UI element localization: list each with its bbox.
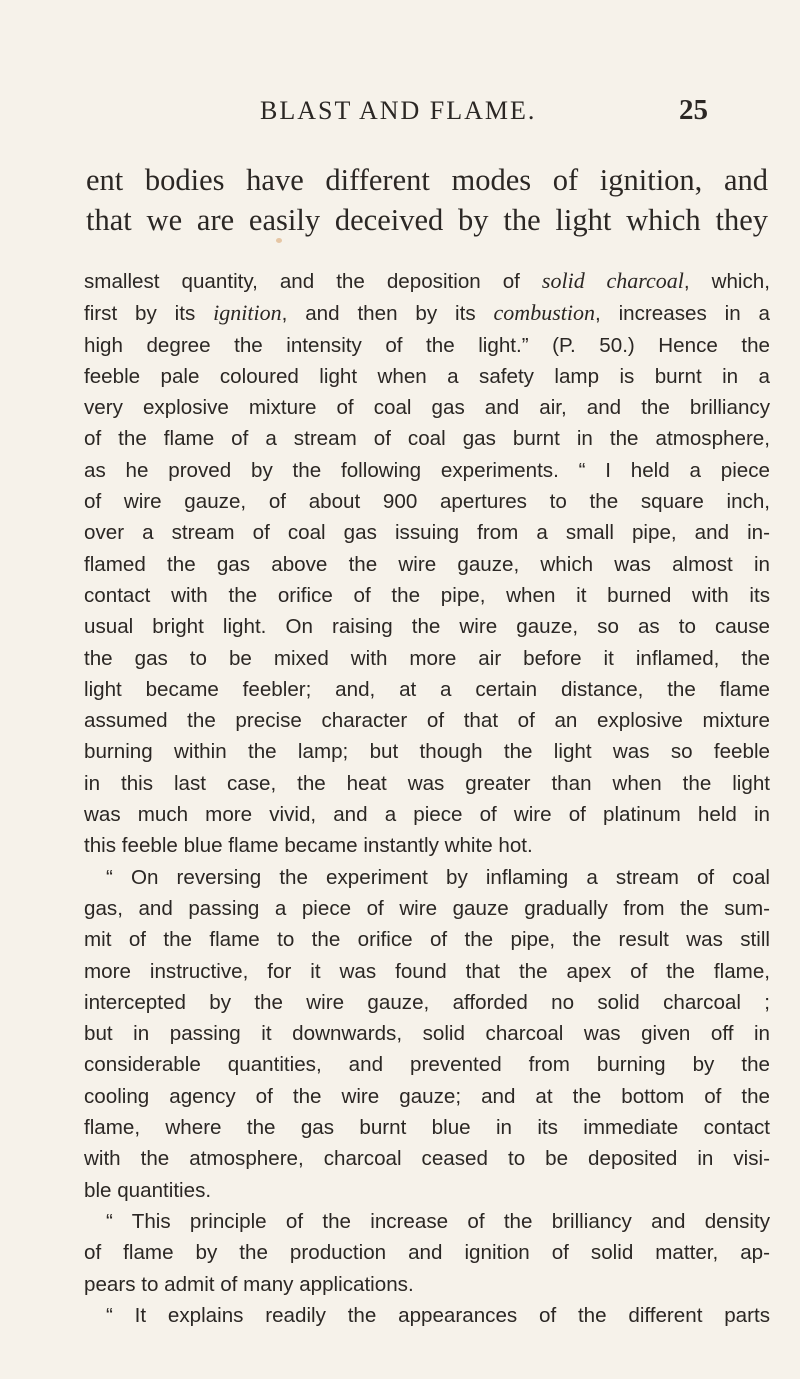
text-run: first by its xyxy=(84,302,196,326)
text-line: flamed the gas above the wire gauze, which was almost in xyxy=(84,552,770,576)
paper-speck xyxy=(276,238,282,243)
text-line: but in passing it downwards, solid charcoal was given off in xyxy=(84,1022,770,1046)
text-line: usual bright light. On raising the wire gauze, so as to cause xyxy=(84,615,770,639)
text-line xyxy=(84,265,770,297)
text-line: contact with the orifice of the pipe, when it burned with its xyxy=(84,583,770,607)
text-line: intercepted by the wire gauze, afforded no solid charcoal ; xyxy=(84,990,770,1014)
lead-paragraph xyxy=(86,160,768,240)
text-line: “ It explains readily the appearances of the different parts xyxy=(106,1303,770,1327)
text-line: with the atmosphere, charcoal ceased to be deposited in visi- xyxy=(84,1147,770,1171)
text-line: of wire gauze, of about 900 apertures to the square inch, xyxy=(84,490,770,514)
text-line: cooling agency of the wire gauze; and at the bottom of the xyxy=(84,1084,770,1108)
text-line xyxy=(84,297,770,329)
italic-run: solid charcoal xyxy=(541,268,684,293)
text-line: this feeble blue flame became instantly white hot. xyxy=(84,834,533,858)
text-run: smallest quantity, and the deposition of xyxy=(84,270,520,293)
text-run: , which, xyxy=(683,270,770,293)
text-line: pears to admit of many applications. xyxy=(84,1272,414,1296)
text-line: “ This principle of the increase of the brilliancy and density xyxy=(106,1209,770,1233)
text-line: light became feebler; and, at a certain distance, the flame xyxy=(84,677,770,701)
text-run: , increases in a xyxy=(595,302,770,326)
text-line: “ On reversing the experiment by inflaming a stream of coal xyxy=(106,865,770,889)
text-line: of the flame of a stream of coal gas burnt in the atmosphere, xyxy=(84,427,770,451)
running-head xyxy=(260,96,760,136)
text-line: feeble pale coloured light when a safety lamp is burnt in a xyxy=(84,364,770,388)
text-line: high degree the intensity of the light.” (P. 50.) Hence the xyxy=(84,333,770,357)
text-run: , and then by its xyxy=(281,302,476,326)
page-number: 25 xyxy=(679,94,708,126)
text-line: assumed the precise character of that of an explosive mixture xyxy=(84,709,770,733)
body-text xyxy=(84,265,770,1331)
lead-line: that we are easily deceived by the light which they xyxy=(86,203,768,237)
running-title: BLAST AND FLAME. xyxy=(260,96,537,125)
text-line: over a stream of coal gas issuing from a small pipe, and in- xyxy=(84,521,770,545)
text-line: the gas to be mixed with more air before it inflamed, the xyxy=(84,646,770,670)
text-line: more instructive, for it was found that the apex of the flame, xyxy=(84,959,770,983)
text-line: gas, and passing a piece of wire gauze gradually from the sum- xyxy=(84,896,770,920)
lead-line: ent bodies have different modes of ignition, and xyxy=(86,163,768,197)
text-line: ble quantities. xyxy=(84,1178,212,1202)
italic-run: ignition xyxy=(213,300,282,326)
text-line: as he proved by the following experiments. “ I held a piece xyxy=(84,458,770,482)
text-line: very explosive mixture of coal gas and air, and the brilliancy xyxy=(84,396,770,420)
text-line: mit of the flame to the orifice of the pipe, the result was still xyxy=(84,928,770,952)
text-line: considerable quantities, and prevented from burning by the xyxy=(84,1053,770,1077)
text-line: burning within the lamp; but though the light was so feeble xyxy=(84,740,770,764)
italic-run: combustion xyxy=(493,300,595,326)
text-line: was much more vivid, and a piece of wire of platinum held in xyxy=(84,803,770,827)
text-line: in this last case, the heat was greater than when the light xyxy=(84,771,770,795)
text-line: flame, where the gas burnt blue in its immediate contact xyxy=(84,1116,770,1140)
text-line: of flame by the production and ignition of solid matter, ap- xyxy=(84,1241,770,1265)
